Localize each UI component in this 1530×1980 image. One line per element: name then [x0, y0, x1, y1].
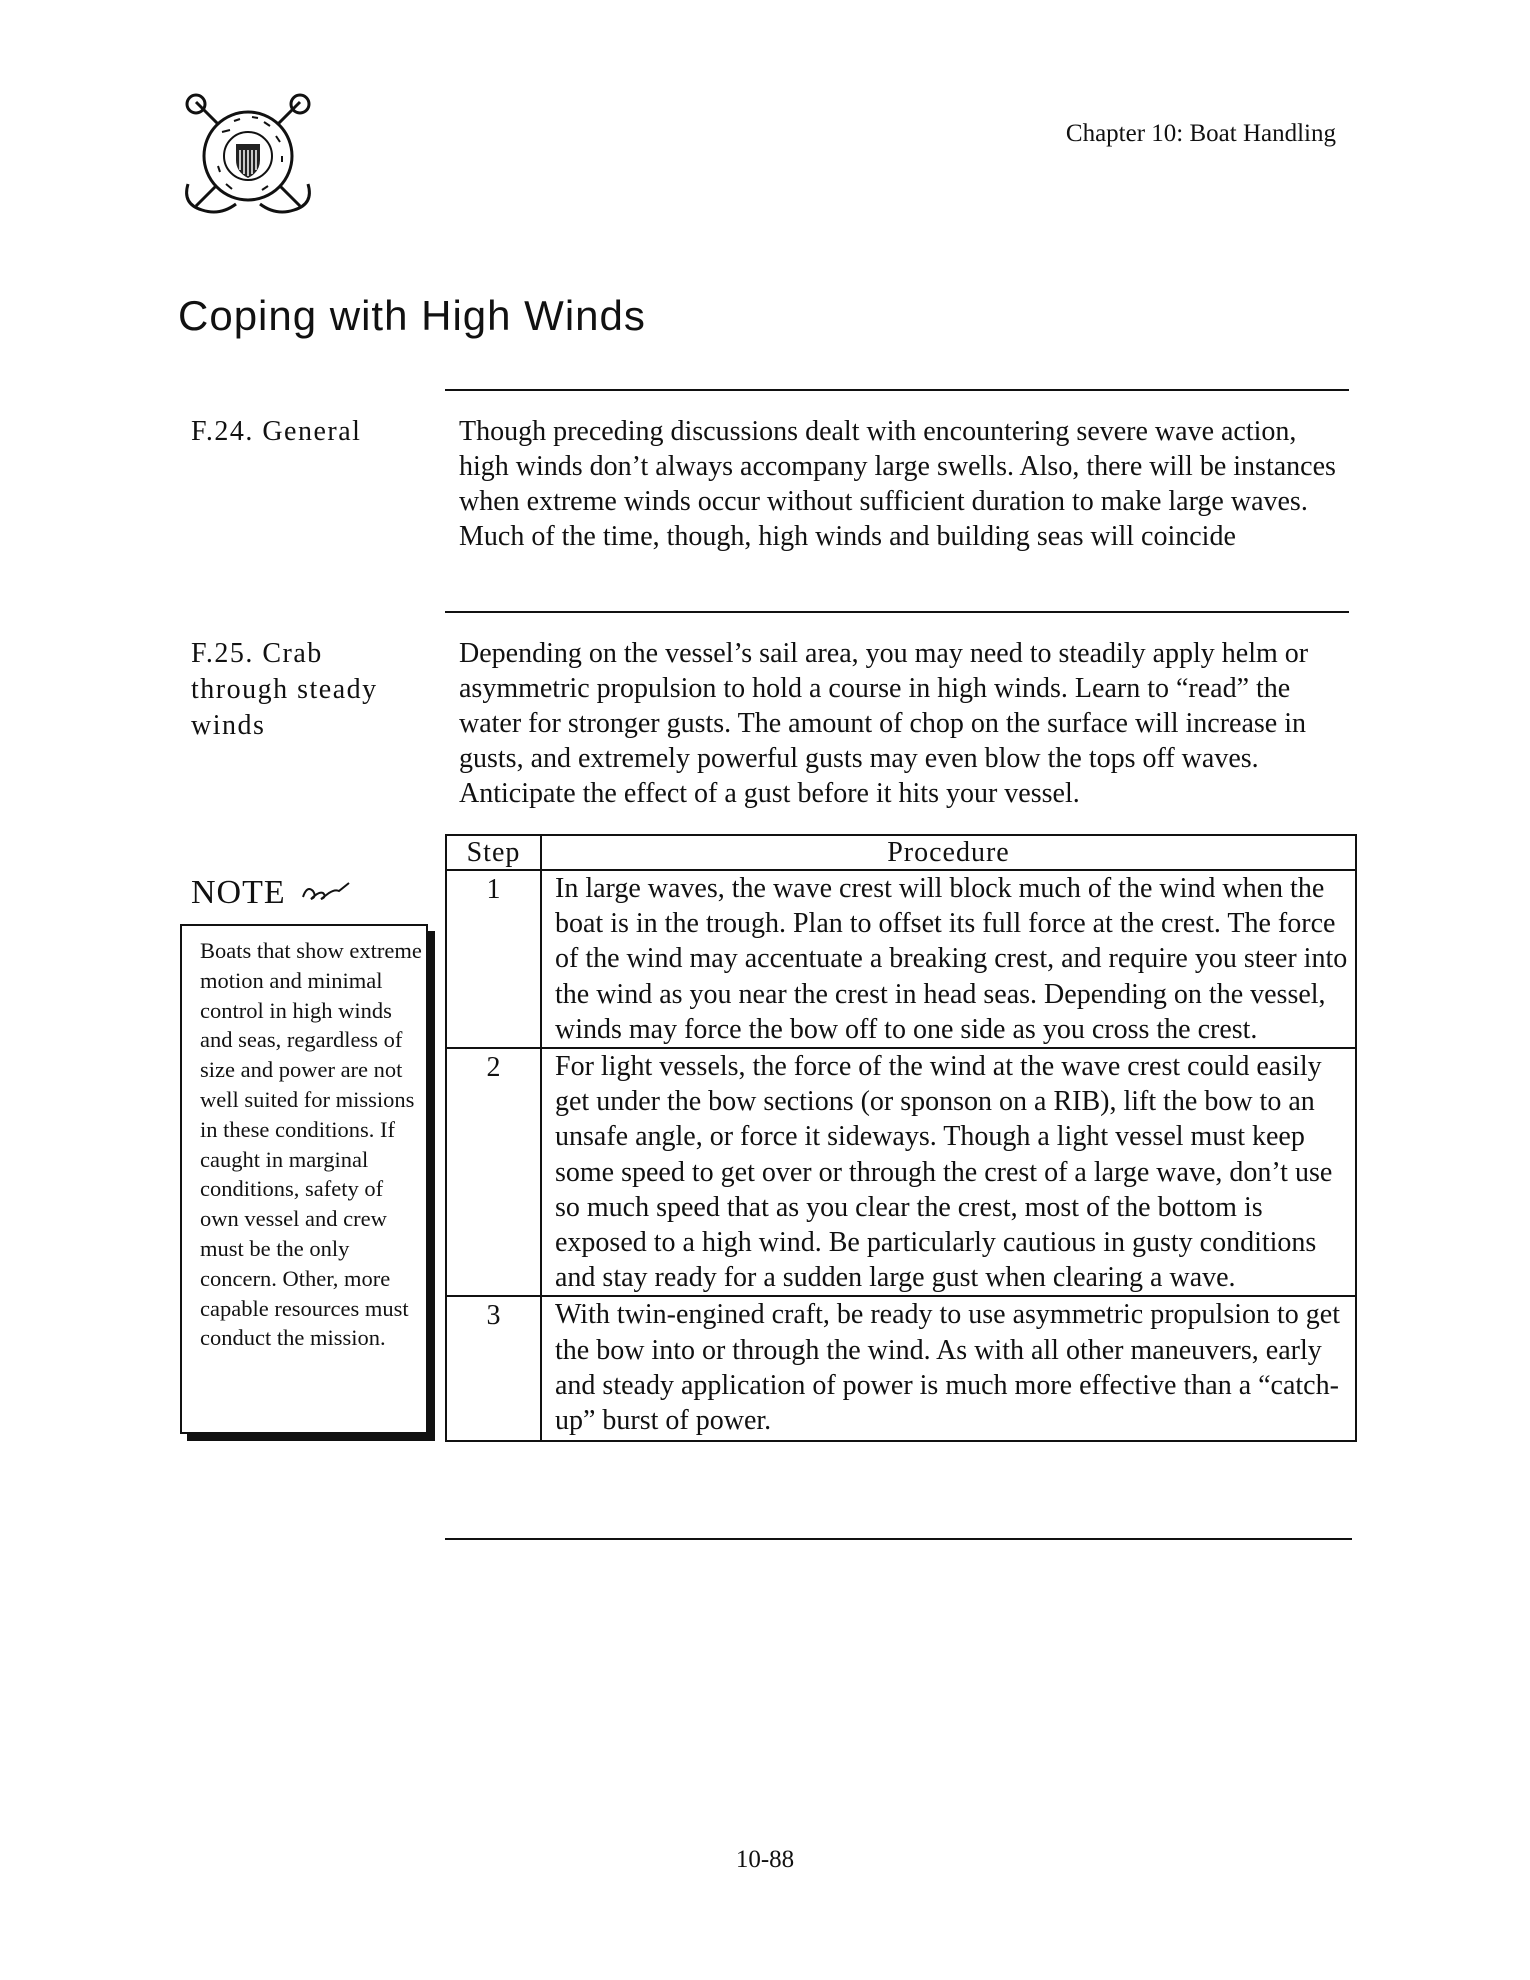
bottom-rule	[445, 1538, 1352, 1540]
table-header-row	[446, 835, 1356, 870]
procedure-text: In large waves, the wave crest will block much of the wind when the boat is in the trough. Plan to offset its full force at the crest. The force of the wind may accentuate a breaking crest, and require you steer into the wind as you near the crest in head seas. Depending on the vessel, winds may force the bow off to one side as you cross the crest.	[541, 870, 1356, 1048]
section-title: Coping with High Winds	[178, 292, 646, 339]
section-label-general: F.24. General	[191, 416, 362, 447]
column-header-step: Step	[446, 835, 541, 870]
writing-hand-icon	[299, 879, 351, 905]
chapter-header: Chapter 10: Boat Handling	[1065, 120, 1336, 147]
section-label-line: winds	[191, 710, 266, 741]
coast-guard-seal-icon	[178, 92, 318, 222]
table-row	[446, 1048, 1356, 1296]
step-number: 1	[446, 870, 541, 1048]
section-label-line: through steady	[191, 674, 378, 705]
procedure-table	[445, 834, 1357, 1442]
section-text-general: Though preceding discussions dealt with encountering severe wave action, high winds don’t always accompany large swells. Also, there will be instances when extreme winds occur without sufficient duration to make large waves. Much of the time, though, high winds and building seas will coincide	[459, 416, 1336, 552]
procedure-text: For light vessels, the force of the wind at the wave crest could easily get under the bow sections (or sponson on a RIB), lift the bow to an unsafe angle, or force it sideways. Though a light vessel must keep some speed to get over or through the crest of a large wave, don’t use so much speed that as you clear the crest, most of the bottom is exposed to a high wind. Be particularly cautious in gusty conditions and stay ready for a sudden large gust when clearing a wave.	[541, 1048, 1356, 1296]
section-text-crab: Depending on the vessel’s sail area, you may need to steadily apply helm or asymmetric propulsion to hold a course in high winds. Learn to “read” the water for stronger gusts. The amount of chop on the surface will increase in gusts, and extremely powerful gusts may even blow the tops off waves. Anticipate the effect of a gust before it hits your vessel.	[459, 638, 1309, 809]
note-box: Boats that show extreme motion and minimal control in high winds and seas, regardless of size and power are not well suited for missions in these conditions. If caught in marginal conditions, safety of own vessel and crew must be the only concern. Other, more capable resources must conduct the mission.	[180, 924, 428, 1434]
table-row	[446, 1296, 1356, 1441]
note-label: NOTE	[191, 874, 286, 911]
section-label-crab	[191, 636, 378, 744]
table-row	[446, 870, 1356, 1048]
note-heading	[191, 874, 351, 912]
step-number: 2	[446, 1048, 541, 1296]
section-divider	[445, 611, 1349, 613]
column-header-procedure: Procedure	[541, 835, 1356, 870]
page-number: 10-88	[735, 1846, 795, 1873]
step-number: 3	[446, 1296, 541, 1441]
section-label-line: F.25. Crab	[191, 638, 323, 669]
procedure-text: With twin-engined craft, be ready to use asymmetric propulsion to get the bow into or through the wind. As with all other maneuvers, early and steady application of power is much more effective than a “catch-up” burst of power.	[541, 1296, 1356, 1441]
top-rule	[445, 389, 1349, 391]
